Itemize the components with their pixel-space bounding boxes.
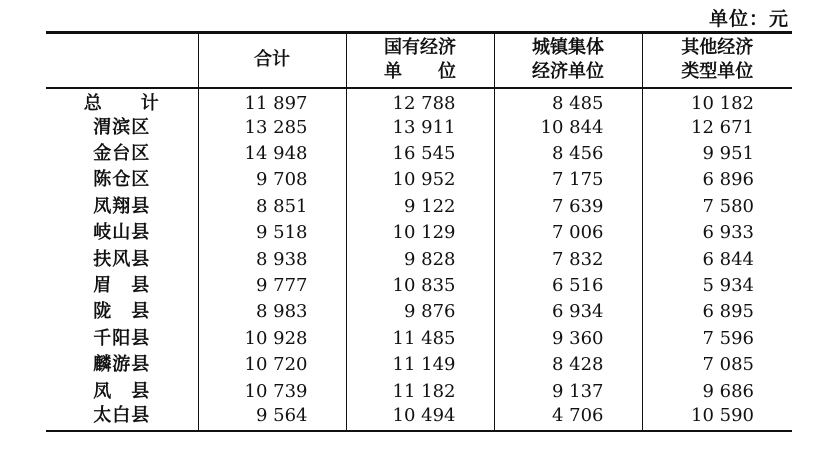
- table-row: [46, 378, 792, 404]
- row-name: 陇 县: [93, 301, 151, 323]
- cell-collective: 9 360: [494, 326, 642, 352]
- header-other-line1: 其他经济: [681, 37, 754, 59]
- table-row: [46, 194, 792, 220]
- row-name: 太白县: [46, 405, 198, 431]
- row-name: 凤 县: [93, 380, 151, 402]
- cell-other: 9 951: [642, 141, 792, 167]
- table-body: [46, 88, 792, 432]
- cell-state-owned: 11 149: [346, 352, 494, 378]
- cell-state-owned: 11 485: [346, 326, 494, 352]
- cell-other: 6 933: [642, 220, 792, 246]
- cell-other: 10 590: [642, 405, 792, 431]
- cell-collective: 6 934: [494, 299, 642, 325]
- table-row: [46, 88, 792, 115]
- header-state-owned-line2: 单 位: [384, 61, 456, 83]
- header-total: [198, 33, 346, 88]
- cell-state-owned: 16 545: [346, 141, 494, 167]
- row-name: 总 计: [83, 92, 160, 114]
- cell-total: 11 897: [198, 88, 346, 115]
- table-row: [46, 167, 792, 193]
- row-name: 千阳县: [93, 327, 151, 349]
- cell-state-owned: 9 828: [346, 246, 494, 272]
- cell-state-owned: 11 182: [346, 378, 494, 404]
- header-total-label: 合计: [254, 49, 290, 71]
- table-row: [46, 352, 792, 378]
- header-state-owned: [346, 33, 494, 88]
- cell-total: 9 564: [198, 405, 346, 431]
- cell-collective: 8 456: [494, 141, 642, 167]
- table-row: [46, 220, 792, 246]
- cell-total: 9 518: [198, 220, 346, 246]
- cell-total: 9 708: [198, 167, 346, 193]
- table-row: [46, 141, 792, 167]
- row-name: 眉 县: [93, 275, 151, 297]
- unit-label: 单位：元: [708, 8, 789, 30]
- cell-total: 10 739: [198, 378, 346, 404]
- cell-collective: 4 706: [494, 405, 642, 431]
- header-state-owned-line1: 国有经济: [384, 37, 456, 59]
- cell-other: 6 844: [642, 246, 792, 272]
- cell-other: 12 671: [642, 115, 792, 141]
- cell-total: 10 720: [198, 352, 346, 378]
- header-collective: [494, 33, 642, 88]
- cell-other: 7 580: [642, 194, 792, 220]
- cell-collective: 7 639: [494, 194, 642, 220]
- cell-other: 6 895: [642, 299, 792, 325]
- cell-other: 7 596: [642, 326, 792, 352]
- cell-state-owned: 10 835: [346, 273, 494, 299]
- table-row: [46, 273, 792, 299]
- header-region: [46, 33, 198, 88]
- row-name: 扶风县: [93, 248, 151, 270]
- cell-collective: 7 006: [494, 220, 642, 246]
- cell-total: 9 777: [198, 273, 346, 299]
- table-row: [46, 326, 792, 352]
- cell-state-owned: 10 494: [346, 405, 494, 431]
- cell-total: 8 938: [198, 246, 346, 272]
- cell-total: 8 983: [198, 299, 346, 325]
- cell-collective: 8 428: [494, 352, 642, 378]
- header-other: [642, 33, 792, 88]
- cell-total: 8 851: [198, 194, 346, 220]
- wage-table: [46, 31, 792, 432]
- cell-state-owned: 12 788: [346, 88, 494, 115]
- table-row: [46, 246, 792, 272]
- table-row: [46, 405, 792, 431]
- cell-state-owned: 10 952: [346, 167, 494, 193]
- row-name: 岐山县: [93, 222, 151, 244]
- cell-other: 9 686: [642, 378, 792, 404]
- row-name: 金台区: [93, 143, 151, 165]
- cell-state-owned: 9 122: [346, 194, 494, 220]
- cell-collective: 7 832: [494, 246, 642, 272]
- header-row: [46, 33, 792, 88]
- cell-other: 7 085: [642, 352, 792, 378]
- cell-other: 5 934: [642, 273, 792, 299]
- cell-other: 10 182: [642, 88, 792, 115]
- header-collective-line2: 经济单位: [532, 61, 604, 83]
- header-other-line2: 类型单位: [681, 61, 754, 83]
- cell-state-owned: 10 129: [346, 220, 494, 246]
- table-header: [46, 33, 792, 88]
- cell-collective: 6 516: [494, 273, 642, 299]
- cell-other: 6 896: [642, 167, 792, 193]
- cell-collective: 8 485: [494, 88, 642, 115]
- cell-total: 13 285: [198, 115, 346, 141]
- table-row: [46, 299, 792, 325]
- cell-state-owned: 9 876: [346, 299, 494, 325]
- cell-total: 10 928: [198, 326, 346, 352]
- cell-collective: 10 844: [494, 115, 642, 141]
- header-collective-line1: 城镇集体: [532, 37, 604, 59]
- cell-total: 14 948: [198, 141, 346, 167]
- row-name: 陈仓区: [93, 169, 151, 191]
- row-name: 渭滨区: [93, 116, 151, 138]
- row-name: 麟游县: [93, 354, 151, 376]
- cell-collective: 9 137: [494, 378, 642, 404]
- row-name: 凤翔县: [93, 195, 151, 217]
- cell-collective: 7 175: [494, 167, 642, 193]
- table-row: [46, 115, 792, 141]
- cell-state-owned: 13 911: [346, 115, 494, 141]
